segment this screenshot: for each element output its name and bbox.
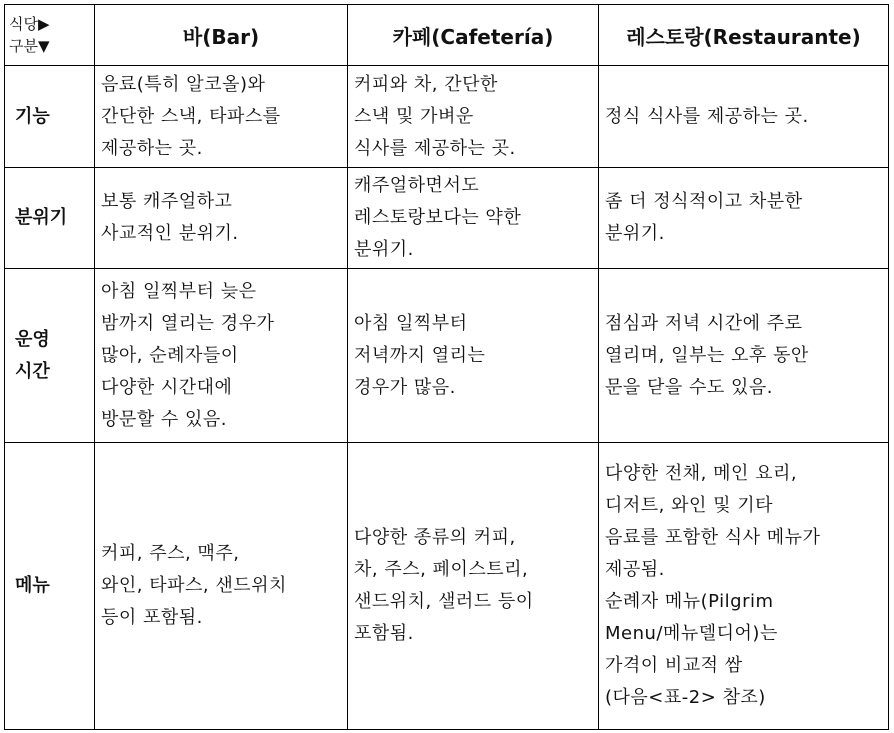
cell-line: 밤까지 열리는 경우가 (101, 312, 275, 334)
cell-line: 정식 식사를 제공하는 곳. (605, 105, 809, 127)
corner-top-label: 식당▶ (9, 15, 50, 33)
cell-menu-bar (95, 443, 348, 730)
column-header-bar: 바(Bar) (95, 5, 348, 66)
cell-line: 다양한 전채, 메인 요리, (605, 463, 798, 484)
cell-line: 제공됨. (605, 559, 665, 580)
cell-line: 간단한 스낵, 타파스를 (101, 105, 281, 127)
cell-line: Menu/메뉴델디어)는 (605, 623, 778, 644)
header-row (5, 5, 889, 66)
cell-line: 디저트, 와인 및 기타 (605, 495, 773, 516)
cell-line: 많아, 순례자들이 (101, 344, 239, 366)
table-row-atmosphere (5, 168, 889, 269)
cell-line: 좀 더 정식적이고 차분한 (605, 191, 803, 212)
cell-line: 점심과 저녁 시간에 주로 (605, 312, 803, 334)
cell-atmosphere-cafe (348, 168, 599, 269)
row-header-line: 분위기 (15, 207, 68, 228)
cell-line: 커피와 차, 간단한 (354, 73, 498, 95)
column-header-restaurant: 레스토랑(Restaurante) (599, 5, 889, 66)
row-header-line: 기능 (15, 105, 50, 127)
cell-hours-bar (95, 269, 348, 443)
cell-line: 경우가 많음. (354, 376, 456, 398)
corner-header (5, 5, 95, 66)
cell-line: (다음<표-2> 참조) (605, 687, 766, 708)
cell-line: 분위기. (605, 223, 665, 244)
cell-line: 와인, 타파스, 샌드위치 (101, 575, 287, 596)
cell-line: 차, 주스, 페이스트리, (354, 559, 529, 580)
cell-atmosphere-bar (95, 168, 348, 269)
table-row-hours (5, 269, 889, 443)
cell-line: 식사를 제공하는 곳. (354, 137, 516, 159)
row-header-line: 시간 (15, 360, 50, 382)
row-header-menu (5, 443, 95, 730)
cell-line: 샌드위치, 샐러드 등이 (354, 591, 534, 612)
cell-line: 음료를 포함한 식사 메뉴가 (605, 527, 821, 548)
row-header-function (5, 66, 95, 168)
cell-line: 순례자 메뉴(Pilgrim (605, 591, 774, 612)
cell-menu-rest (599, 443, 889, 730)
row-header-atmosphere (5, 168, 95, 269)
cell-line: 저녁까지 열리는 (354, 344, 486, 366)
cell-line: 분위기. (354, 239, 414, 260)
cell-line: 제공하는 곳. (101, 137, 203, 159)
cell-line: 열리며, 일부는 오후 동안 (605, 344, 809, 366)
cell-function-bar (95, 66, 348, 168)
table-row-menu (5, 443, 889, 730)
cell-line: 다양한 시간대에 (101, 376, 233, 398)
cell-line: 음료(특히 알코올)와 (101, 73, 266, 95)
cell-line: 스낵 및 가벼운 (354, 105, 474, 127)
cell-line: 포함됨. (354, 623, 414, 644)
row-header-hours (5, 269, 95, 443)
cell-hours-rest (599, 269, 889, 443)
corner-bottom-label: 구분▼ (9, 37, 50, 55)
cell-line: 문을 닫을 수도 있음. (605, 376, 773, 398)
row-header-line: 메뉴 (15, 575, 50, 596)
cell-atmosphere-rest (599, 168, 889, 269)
cell-line: 캐주얼하면서도 (354, 175, 480, 196)
column-header-cafe: 카페(Cafetería) (348, 5, 599, 66)
cell-line: 등이 포함됨. (101, 607, 203, 628)
cell-hours-cafe (348, 269, 599, 443)
row-header-line: 운영 (15, 328, 50, 350)
cell-line: 레스토랑보다는 약한 (354, 207, 522, 228)
cell-function-rest (599, 66, 889, 168)
cell-line: 아침 일찍부터 늦은 (101, 280, 257, 302)
cell-line: 가격이 비교적 쌈 (605, 655, 743, 676)
cell-menu-cafe (348, 443, 599, 730)
cell-line: 보통 캐주얼하고 (101, 191, 233, 212)
cell-line: 아침 일찍부터 (354, 312, 468, 334)
cell-function-cafe (348, 66, 599, 168)
comparison-table (4, 4, 889, 730)
cell-line: 다양한 종류의 커피, (354, 527, 516, 548)
cell-line: 사교적인 분위기. (101, 223, 239, 244)
table-row-function (5, 66, 889, 168)
cell-line: 커피, 주스, 맥주, (101, 543, 240, 564)
cell-line: 방문할 수 있음. (101, 408, 227, 430)
